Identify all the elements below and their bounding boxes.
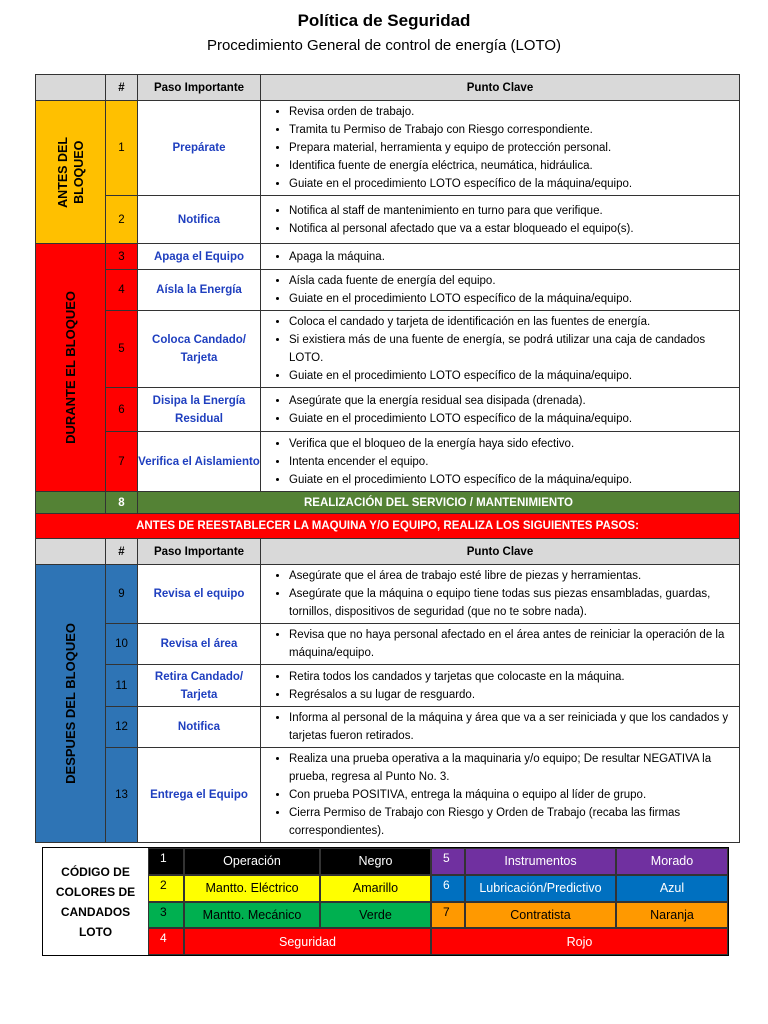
key-point: • Notifica al staff de mantenimiento en turno para que verifique. <box>289 202 735 220</box>
table-row <box>36 707 740 748</box>
key-point: • Realiza una prueba operativa a la maquinaria y/o equipo; De resultar NEGATIVA la prueba, regresa al Punto No. 3. <box>289 750 735 786</box>
key-point: • Asegúrate que el área de trabajo esté libre de piezas y herramientas. <box>289 567 735 585</box>
key-points <box>261 390 739 430</box>
key-points <box>261 666 739 706</box>
key-point: • Guiate en el procedimiento LOTO específico de la máquina/equipo. <box>289 471 735 489</box>
table-row <box>36 244 740 270</box>
key-point: • Guiate en el procedimiento LOTO específico de la máquina/equipo. <box>289 175 735 193</box>
key-points <box>261 433 739 491</box>
step-name: Revisa el equipo <box>138 565 261 624</box>
legend-num: 2 <box>148 875 184 902</box>
key-points <box>261 565 739 623</box>
key-point: • Si existiera más de una fuente de energía, se podrá utilizar una caja de candados LOTO. <box>289 331 735 367</box>
key-point: • Coloca el candado y tarjeta de identificación en las fuentes de energía. <box>289 313 735 331</box>
loto-table <box>35 74 740 843</box>
key-point: • Retira todos los candados y tarjetas que colocaste en la máquina. <box>289 668 735 686</box>
legend-category: Contratista <box>465 902 616 929</box>
col-num-header: # <box>106 539 138 565</box>
step-num: 11 <box>106 665 138 707</box>
legend-category: Seguridad <box>184 928 431 955</box>
step-name: Notifica <box>138 707 261 748</box>
legend-num: 4 <box>148 928 184 955</box>
table-row <box>36 665 740 707</box>
step-num: 6 <box>106 388 138 432</box>
legend-num: 1 <box>148 848 184 875</box>
step-num: 10 <box>106 624 138 665</box>
step-name: Apaga el Equipo <box>138 244 261 270</box>
key-point: • Identifica fuente de energía eléctrica, neumática, hidráulica. <box>289 157 735 175</box>
key-point: • Intenta encender el equipo. <box>289 453 735 471</box>
step-name: Disipa la Energía Residual <box>138 388 261 432</box>
table-row <box>36 748 740 843</box>
col-num-header: # <box>106 75 138 101</box>
step-num: 2 <box>106 196 138 244</box>
step-name: Verifica el Aislamiento <box>138 432 261 492</box>
key-points <box>261 101 739 195</box>
step-name: Revisa el área <box>138 624 261 665</box>
step-name: Prepárate <box>138 101 261 196</box>
service-num: 8 <box>106 492 138 514</box>
step-name: Entrega el Equipo <box>138 748 261 843</box>
key-point: • Cierra Permiso de Trabajo con Riesgo y Orden de Trabajo (recaba las firmas correspondientes). <box>289 804 735 840</box>
step-name: Notifica <box>138 196 261 244</box>
table-row <box>36 388 740 432</box>
table-row <box>36 101 740 196</box>
warning-row <box>36 514 740 539</box>
legend-title: CÓDIGO DE COLORES DE CANDADOS LOTO <box>43 848 149 955</box>
key-points <box>261 270 739 310</box>
legend-num: 5 <box>431 848 465 875</box>
service-label: REALIZACIÓN DEL SERVICIO / MANTENIMIENTO <box>138 492 740 514</box>
legend-category: Mantto. Mecánico <box>184 902 320 929</box>
table-row <box>36 432 740 492</box>
key-point: • Informa al personal de la máquina y área que va a ser reiniciada y que los candados y tarjetas fueron retirados. <box>289 709 735 745</box>
table-row <box>36 270 740 311</box>
legend-color-name: Negro <box>320 848 431 875</box>
key-point: • Tramita tu Permiso de Trabajo con Riesgo correspondiente. <box>289 121 735 139</box>
step-num: 9 <box>106 565 138 624</box>
legend-color-name: Morado <box>616 848 728 875</box>
step-num: 3 <box>106 244 138 270</box>
step-num: 13 <box>106 748 138 843</box>
step-num: 12 <box>106 707 138 748</box>
key-points <box>261 624 739 664</box>
key-point: • Asegúrate que la máquina o equipo tiene todas sus piezas ensambladas, guardas, tornillos, dispositivos de seguridad (que no te sobre nada). <box>289 585 735 621</box>
step-name: Aísla la Energía <box>138 270 261 311</box>
key-point: • Verifica que el bloqueo de la energía haya sido efectivo. <box>289 435 735 453</box>
key-point: • Revisa orden de trabajo. <box>289 103 735 121</box>
col-step-header: Paso Importante <box>138 539 261 565</box>
col-key-header: Punto Clave <box>261 539 740 565</box>
key-point: • Asegúrate que la energía residual sea disipada (drenada). <box>289 392 735 410</box>
page-subtitle: Procedimiento General de control de energía (LOTO) <box>206 37 562 54</box>
step-num: 1 <box>106 101 138 196</box>
legend-num: 6 <box>431 875 465 902</box>
key-points <box>261 246 739 268</box>
legend-category: Operación <box>184 848 320 875</box>
key-point: • Aísla cada fuente de energía del equipo. <box>289 272 735 290</box>
col-step-header: Paso Importante <box>138 75 261 101</box>
warning-text: ANTES DE REESTABLECER LA MAQUINA Y/O EQUIPO, REALIZA LOS SIGUIENTES PASOS: <box>36 514 740 539</box>
legend-num: 3 <box>148 902 184 929</box>
step-name: Retira Candado/ Tarjeta <box>138 665 261 707</box>
table-header <box>36 75 740 101</box>
phase-during: DURANTE EL BLOQUEO <box>62 291 78 444</box>
step-name: Coloca Candado/ Tarjeta <box>138 311 261 388</box>
key-point: • Regrésalos a su lugar de resguardo. <box>289 686 735 704</box>
key-point: • Apaga la máquina. <box>289 248 735 266</box>
key-point: • Guiate en el procedimiento LOTO específico de la máquina/equipo. <box>289 290 735 308</box>
legend-num: 7 <box>431 902 465 929</box>
table-row <box>36 311 740 388</box>
key-point: • Prepara material, herramienta y equipo de protección personal. <box>289 139 735 157</box>
step-num: 7 <box>106 432 138 492</box>
legend-color-name: Rojo <box>431 928 728 955</box>
legend-category: Instrumentos <box>465 848 616 875</box>
step-num: 5 <box>106 311 138 388</box>
page-title: Política de Seguridad <box>297 11 471 30</box>
legend-color-name: Azul <box>616 875 728 902</box>
table-row <box>36 624 740 665</box>
key-point: • Revisa que no haya personal afectado en el área antes de reiniciar la operación de la máquina/equipo. <box>289 626 735 662</box>
lock-color-legend <box>42 847 729 956</box>
key-points <box>261 748 739 842</box>
key-points <box>261 200 739 240</box>
key-points <box>261 311 739 387</box>
service-row <box>36 492 740 514</box>
step-num: 4 <box>106 270 138 311</box>
table-row <box>36 196 740 244</box>
table-row <box>36 565 740 624</box>
table-header <box>36 539 740 565</box>
legend-color-name: Naranja <box>616 902 728 929</box>
key-point: • Guiate en el procedimiento LOTO específico de la máquina/equipo. <box>289 410 735 428</box>
legend-category: Lubricación/Predictivo <box>465 875 616 902</box>
phase-after: DESPUES DEL BLOQUEO <box>62 623 78 784</box>
col-key-header: Punto Clave <box>261 75 740 101</box>
legend-color-name: Amarillo <box>320 875 431 902</box>
key-point: • Con prueba POSITIVA, entrega la máquina o equipo al líder de grupo. <box>289 786 735 804</box>
phase-before: ANTES DEL BLOQUEO <box>55 136 86 208</box>
key-point: • Guiate en el procedimiento LOTO específico de la máquina/equipo. <box>289 367 735 385</box>
legend-color-name: Verde <box>320 902 431 929</box>
legend-category: Mantto. Eléctrico <box>184 875 320 902</box>
key-point: • Notifica al personal afectado que va a estar bloqueado el equipo(s). <box>289 220 735 238</box>
key-points <box>261 707 739 747</box>
